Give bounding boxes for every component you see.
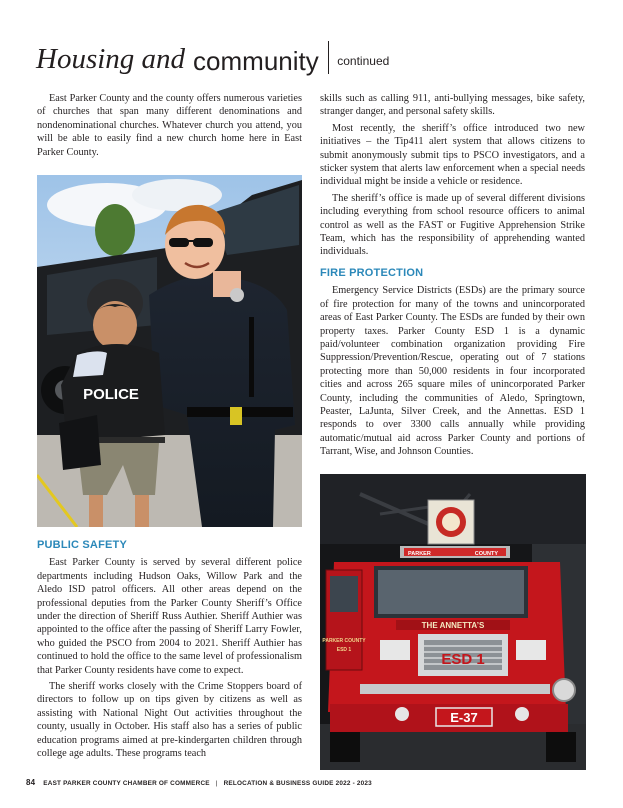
header-divider [328, 41, 330, 74]
door-text-line-2: ESD 1 [336, 647, 352, 653]
header-title-roman: community [193, 46, 319, 76]
public-safety-paragraph-5: The sheriff’s office is made up of several different divisions including everything from school resource officers to animal control as well as the FAST or Fugitive Apprehension Strike Team, which has the responsibility of apprehending wanted individuals. [320, 192, 585, 258]
fire-truck-illustration [320, 474, 586, 770]
public-safety-paragraph-1: East Parker County is served by several different police departments including Hudson Oaks, Willow Park and the Aledo ISD patrol officers. All other areas depend on the professional deputies from the Parker County Sheriff’s Office under the direction of Sheriff Russ Authier. Sheriff Authier was appointed to the office after the passing of Sheriff Larry Fowler, who guided the PSCO from 2004 to 2021. Sheriff Authier has continued to hold the office to the same level of professionalism that Parker County residents have come to expect. [37, 557, 302, 676]
footer-organization: EAST PARKER COUNTY CHAMBER OF COMMERCE [43, 780, 210, 787]
footer-guide-title: RELOCATION & BUSINESS GUIDE 2022 - 2023 [223, 780, 372, 787]
intro-paragraph: East Parker County and the county offers numerous varieties of churches that span many different denominations and nondenominational churches. Whatever church you attend, you will be able to easily find a new church home here in East Parker County. [37, 93, 302, 158]
cab-text-left: PARKER [408, 551, 431, 557]
cab-text-right: COUNTY [474, 551, 498, 557]
public-safety-paragraph-2: The sheriff works closely with the Crime Stoppers board of directors to follow up on tips given by citizens as well as assisting with National Night Out activities throughout the county, usually in October. His staff also has a series of public education programs aimed at pre-kindergarten children through college age adults. These programs teach [37, 681, 302, 760]
police-photo [37, 175, 302, 527]
public-safety-paragraph-3: skills such as calling 911, anti-bullying messages, bike safety, stranger danger, and personal safety skills. [320, 93, 585, 118]
vest-police-text: POLICE [83, 386, 139, 403]
footer-separator: | [215, 780, 218, 787]
header-continued: continued [337, 54, 390, 68]
left-column-public-safety [37, 533, 302, 764]
fire-protection-heading: FIRE PROTECTION [320, 266, 424, 279]
page-number: 84 [26, 778, 36, 787]
header-title-italic: Housing and [36, 43, 186, 75]
public-safety-heading: PUBLIC SAFETY [37, 539, 127, 551]
left-column-intro [37, 92, 302, 162]
public-safety-paragraph-4: Most recently, the sheriff’s office introduced two new initiatives – the Tip411 alert system that allows citizens to submit anonymously submit tips to PSCO investigators, and a sticker system that alerts law enforcement when a special needs individual might be inside a vehicle or residence. [320, 122, 585, 188]
right-column-text [320, 92, 585, 462]
door-text-line-1: PARKER COUNTY [322, 638, 366, 644]
fire-protection-paragraph: Emergency Service Districts (ESDs) are the primary source of fire protection for many of the towns and unincorporated areas of East Parker County. The ESDs are funded by their own property taxes. Parker County ESD 1 is a dynamic paid/volunteer combination organization providing Fire Suppression/Prevention/Rescue, operating out of 7 stations protecting more than 50,000 residents in four incorporated cities and across 265 square miles of unincorporated Parker County, including the communities of Aledo, Springtown, Peaster, LaJunta, Silver Creek, and the Annettas. ESD 1 responds to over 3300 calls annually while providing automatic/mutual aid across Parker County and portions of Tarrant, Wise, and Johnson Counties. [320, 285, 585, 458]
page-header [36, 34, 389, 74]
grille-esd-text: ESD 1 [441, 651, 485, 668]
fire-truck-photo [320, 474, 586, 770]
police-photo-illustration [37, 175, 302, 527]
banner-text: THE ANNETTA’S [421, 621, 485, 630]
page-footer [26, 778, 372, 787]
unit-number-text: E-37 [450, 710, 478, 725]
